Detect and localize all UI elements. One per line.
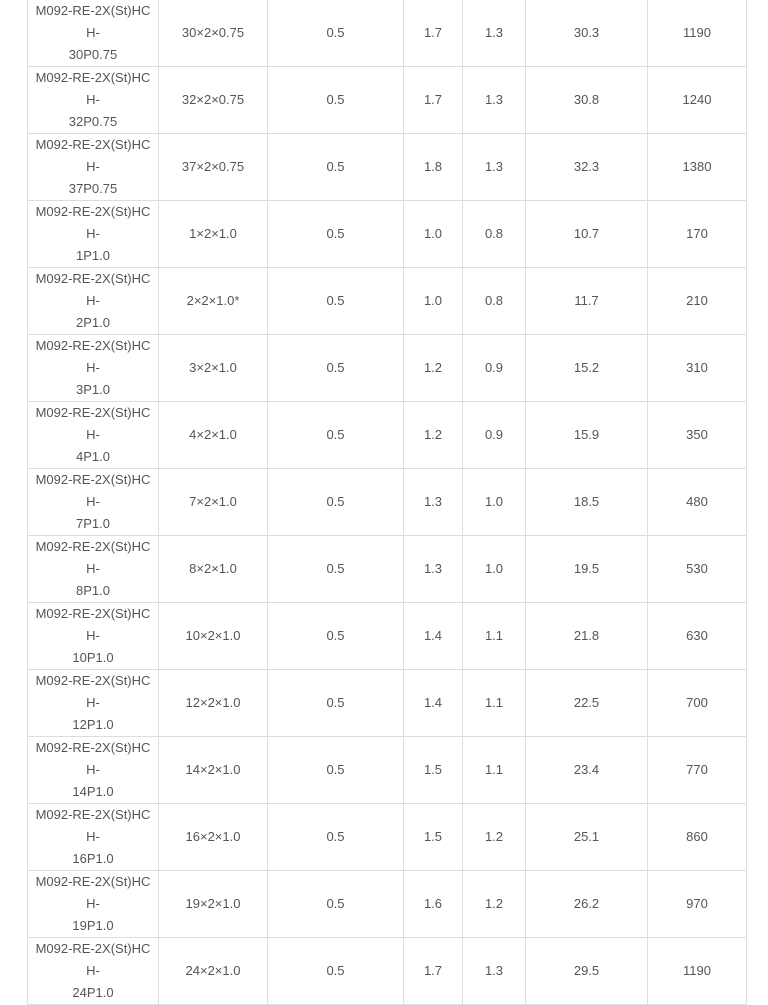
cell-value-col6: 15.9 bbox=[526, 402, 648, 469]
product-code-line2: 1P1.0 bbox=[76, 248, 110, 263]
cell-value-col4: 1.7 bbox=[404, 938, 463, 1005]
cell-value-col6: 29.5 bbox=[526, 938, 648, 1005]
cell-value-col5: 1.3 bbox=[463, 134, 526, 201]
cell-value-col7: 770 bbox=[648, 737, 747, 804]
cell-value-col7: 1240 bbox=[648, 67, 747, 134]
product-code-line2: 30P0.75 bbox=[68, 47, 118, 62]
product-code-line2: 24P1.0 bbox=[72, 985, 114, 1000]
cell-value-col4: 1.8 bbox=[404, 134, 463, 201]
cell-value-col3: 0.5 bbox=[268, 737, 404, 804]
product-code-line2: 16P1.0 bbox=[72, 851, 114, 866]
table-row bbox=[28, 67, 747, 134]
product-code-line1: M092-RE-2X(St)HCH- bbox=[35, 405, 151, 442]
cell-value-col5: 1.2 bbox=[463, 804, 526, 871]
cell-value-col5: 1.3 bbox=[463, 0, 526, 67]
cell-value-col4: 1.7 bbox=[404, 67, 463, 134]
product-code-line2: 12P1.0 bbox=[72, 717, 114, 732]
cell-value-col7: 210 bbox=[648, 268, 747, 335]
product-code-line2: 8P1.0 bbox=[76, 583, 110, 598]
cell-value-col6: 32.3 bbox=[526, 134, 648, 201]
cell-conductor-size: 37×2×0.75 bbox=[159, 134, 268, 201]
cell-conductor-size: 1×2×1.0 bbox=[159, 201, 268, 268]
product-code-line1: M092-RE-2X(St)HCH- bbox=[35, 874, 151, 911]
cell-value-col4: 1.5 bbox=[404, 737, 463, 804]
cell-value-col6: 30.3 bbox=[526, 0, 648, 67]
cell-value-col4: 1.6 bbox=[404, 871, 463, 938]
cell-value-col5: 1.3 bbox=[463, 67, 526, 134]
cable-spec-table-container bbox=[27, 0, 746, 1005]
cell-value-col4: 1.0 bbox=[404, 201, 463, 268]
cell-value-col7: 970 bbox=[648, 871, 747, 938]
cell-value-col4: 1.2 bbox=[404, 335, 463, 402]
cell-value-col3: 0.5 bbox=[268, 67, 404, 134]
table-body bbox=[28, 0, 747, 1005]
cell-value-col5: 1.2 bbox=[463, 871, 526, 938]
table-row bbox=[28, 804, 747, 871]
table-row bbox=[28, 670, 747, 737]
cell-value-col6: 19.5 bbox=[526, 536, 648, 603]
cell-value-col7: 530 bbox=[648, 536, 747, 603]
cell-value-col3: 0.5 bbox=[268, 536, 404, 603]
product-code-line1: M092-RE-2X(St)HCH- bbox=[35, 539, 151, 576]
cell-conductor-size: 14×2×1.0 bbox=[159, 737, 268, 804]
cell-value-col6: 30.8 bbox=[526, 67, 648, 134]
product-code-line2: 37P0.75 bbox=[68, 181, 118, 196]
cell-value-col7: 350 bbox=[648, 402, 747, 469]
cell-value-col3: 0.5 bbox=[268, 402, 404, 469]
cell-product-code bbox=[28, 938, 159, 1005]
cell-value-col7: 700 bbox=[648, 670, 747, 737]
table-row bbox=[28, 737, 747, 804]
cell-conductor-size: 8×2×1.0 bbox=[159, 536, 268, 603]
cell-product-code bbox=[28, 335, 159, 402]
product-code-line2: 10P1.0 bbox=[72, 650, 114, 665]
cell-value-col3: 0.5 bbox=[268, 670, 404, 737]
cell-value-col3: 0.5 bbox=[268, 603, 404, 670]
product-code-line2: 3P1.0 bbox=[76, 382, 110, 397]
product-code-line1: M092-RE-2X(St)HCH- bbox=[35, 338, 151, 375]
product-code-line2: 32P0.75 bbox=[68, 114, 118, 129]
product-code-line2: 19P1.0 bbox=[72, 918, 114, 933]
cell-value-col6: 26.2 bbox=[526, 871, 648, 938]
cell-value-col4: 1.4 bbox=[404, 603, 463, 670]
cell-conductor-size: 24×2×1.0 bbox=[159, 938, 268, 1005]
product-code-line1: M092-RE-2X(St)HCH- bbox=[35, 204, 151, 241]
cell-conductor-size: 3×2×1.0 bbox=[159, 335, 268, 402]
cell-conductor-size: 4×2×1.0 bbox=[159, 402, 268, 469]
product-code-line2: 4P1.0 bbox=[76, 449, 110, 464]
cell-conductor-size: 7×2×1.0 bbox=[159, 469, 268, 536]
cell-value-col4: 1.0 bbox=[404, 268, 463, 335]
product-code-line2: 2P1.0 bbox=[76, 315, 110, 330]
cell-value-col4: 1.3 bbox=[404, 536, 463, 603]
cell-value-col5: 1.1 bbox=[463, 670, 526, 737]
cell-value-col7: 1190 bbox=[648, 938, 747, 1005]
cell-product-code bbox=[28, 402, 159, 469]
cell-product-code bbox=[28, 603, 159, 670]
product-code-line1: M092-RE-2X(St)HCH- bbox=[35, 941, 151, 978]
cell-value-col5: 0.8 bbox=[463, 268, 526, 335]
cell-value-col3: 0.5 bbox=[268, 0, 404, 67]
cell-conductor-size: 2×2×1.0* bbox=[159, 268, 268, 335]
cell-value-col3: 0.5 bbox=[268, 804, 404, 871]
cell-product-code bbox=[28, 469, 159, 536]
cell-value-col7: 1190 bbox=[648, 0, 747, 67]
cell-conductor-size: 16×2×1.0 bbox=[159, 804, 268, 871]
cell-product-code bbox=[28, 670, 159, 737]
table-row bbox=[28, 469, 747, 536]
product-code-line1: M092-RE-2X(St)HCH- bbox=[35, 606, 151, 643]
cell-value-col6: 22.5 bbox=[526, 670, 648, 737]
cell-value-col7: 860 bbox=[648, 804, 747, 871]
cell-value-col7: 310 bbox=[648, 335, 747, 402]
cell-value-col3: 0.5 bbox=[268, 201, 404, 268]
cell-value-col7: 480 bbox=[648, 469, 747, 536]
cell-value-col7: 630 bbox=[648, 603, 747, 670]
product-code-line2: 7P1.0 bbox=[76, 516, 110, 531]
cell-value-col6: 15.2 bbox=[526, 335, 648, 402]
product-code-line1: M092-RE-2X(St)HCH- bbox=[35, 673, 151, 710]
table-row bbox=[28, 603, 747, 670]
cell-product-code bbox=[28, 134, 159, 201]
product-code-line1: M092-RE-2X(St)HCH- bbox=[35, 472, 151, 509]
cell-conductor-size: 12×2×1.0 bbox=[159, 670, 268, 737]
cell-product-code bbox=[28, 268, 159, 335]
product-code-line1: M092-RE-2X(St)HCH- bbox=[35, 740, 151, 777]
table-row bbox=[28, 0, 747, 67]
product-code-line1: M092-RE-2X(St)HCH- bbox=[35, 807, 151, 844]
product-code-line1: M092-RE-2X(St)HCH- bbox=[35, 3, 151, 40]
cell-value-col5: 0.9 bbox=[463, 335, 526, 402]
cell-value-col5: 1.0 bbox=[463, 469, 526, 536]
table-row bbox=[28, 268, 747, 335]
product-code-line1: M092-RE-2X(St)HCH- bbox=[35, 70, 151, 107]
table-row bbox=[28, 134, 747, 201]
cell-product-code bbox=[28, 536, 159, 603]
table-row bbox=[28, 938, 747, 1005]
cell-value-col3: 0.5 bbox=[268, 938, 404, 1005]
cable-spec-table bbox=[27, 0, 747, 1005]
cell-value-col6: 11.7 bbox=[526, 268, 648, 335]
table-row bbox=[28, 871, 747, 938]
cell-value-col4: 1.3 bbox=[404, 469, 463, 536]
cell-product-code bbox=[28, 67, 159, 134]
cell-value-col4: 1.2 bbox=[404, 402, 463, 469]
cell-value-col6: 23.4 bbox=[526, 737, 648, 804]
cell-value-col6: 21.8 bbox=[526, 603, 648, 670]
cell-value-col4: 1.4 bbox=[404, 670, 463, 737]
product-code-line1: M092-RE-2X(St)HCH- bbox=[35, 271, 151, 308]
cell-value-col3: 0.5 bbox=[268, 134, 404, 201]
cell-conductor-size: 32×2×0.75 bbox=[159, 67, 268, 134]
table-row bbox=[28, 402, 747, 469]
cell-value-col5: 0.9 bbox=[463, 402, 526, 469]
cell-value-col7: 1380 bbox=[648, 134, 747, 201]
cell-product-code bbox=[28, 737, 159, 804]
cell-value-col5: 1.1 bbox=[463, 737, 526, 804]
cell-value-col5: 1.0 bbox=[463, 536, 526, 603]
cell-value-col5: 0.8 bbox=[463, 201, 526, 268]
cell-value-col3: 0.5 bbox=[268, 871, 404, 938]
cell-value-col4: 1.5 bbox=[404, 804, 463, 871]
cell-value-col5: 1.1 bbox=[463, 603, 526, 670]
cell-value-col3: 0.5 bbox=[268, 335, 404, 402]
cell-product-code bbox=[28, 0, 159, 67]
cell-conductor-size: 10×2×1.0 bbox=[159, 603, 268, 670]
cell-value-col3: 0.5 bbox=[268, 469, 404, 536]
cell-value-col6: 25.1 bbox=[526, 804, 648, 871]
cell-value-col3: 0.5 bbox=[268, 268, 404, 335]
cell-value-col5: 1.3 bbox=[463, 938, 526, 1005]
table-row bbox=[28, 201, 747, 268]
cell-product-code bbox=[28, 871, 159, 938]
product-code-line1: M092-RE-2X(St)HCH- bbox=[35, 137, 151, 174]
product-code-line2: 14P1.0 bbox=[72, 784, 114, 799]
cell-product-code bbox=[28, 804, 159, 871]
table-row bbox=[28, 536, 747, 603]
cell-conductor-size: 19×2×1.0 bbox=[159, 871, 268, 938]
cell-conductor-size: 30×2×0.75 bbox=[159, 0, 268, 67]
cell-product-code bbox=[28, 201, 159, 268]
cell-value-col4: 1.7 bbox=[404, 0, 463, 67]
cell-value-col6: 10.7 bbox=[526, 201, 648, 268]
table-row bbox=[28, 335, 747, 402]
cell-value-col7: 170 bbox=[648, 201, 747, 268]
cell-value-col6: 18.5 bbox=[526, 469, 648, 536]
